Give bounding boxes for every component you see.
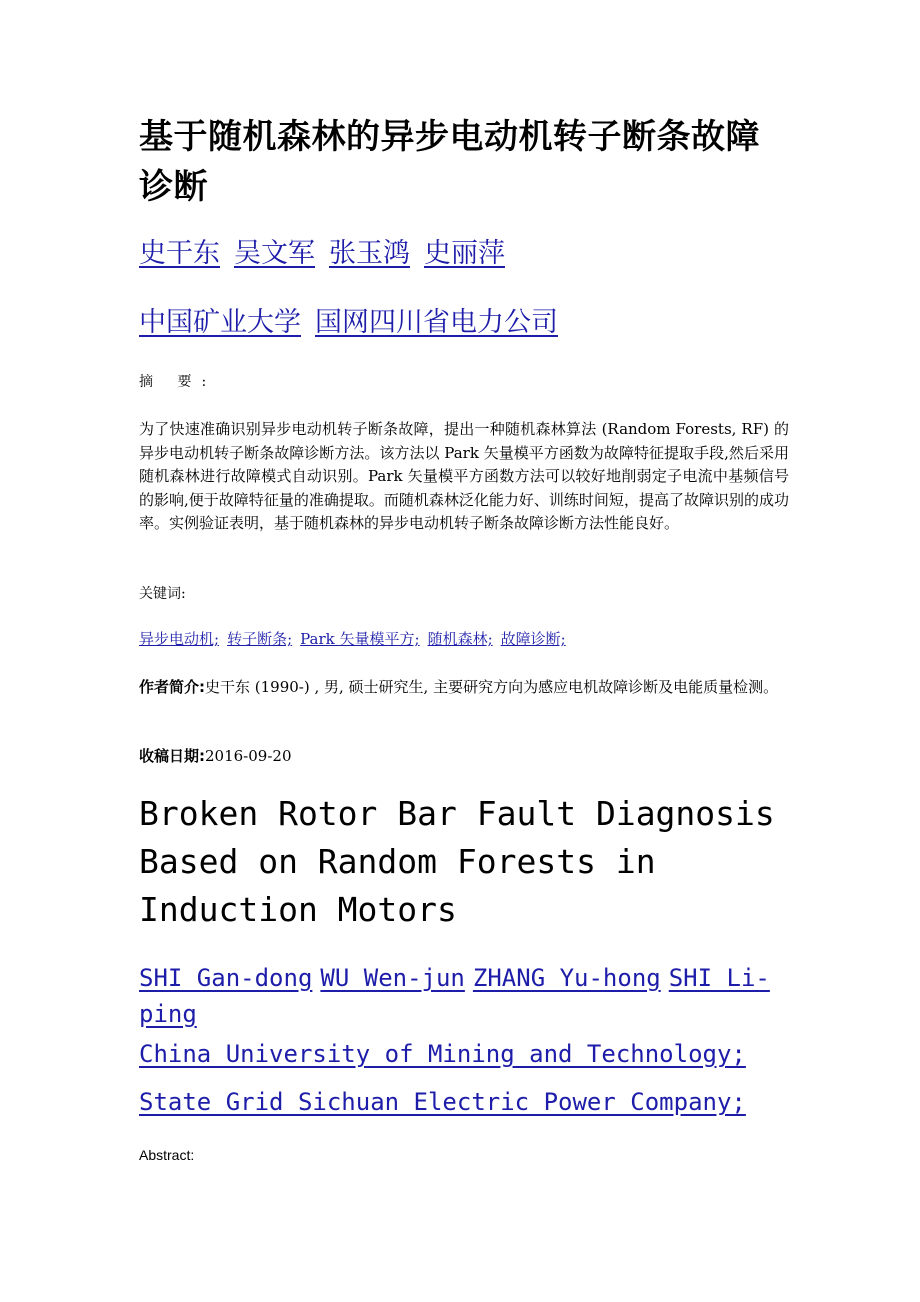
author-link-cn[interactable]: 史干东 (139, 238, 220, 269)
affiliations-chinese (139, 305, 572, 341)
author-link-cn[interactable]: 史丽萍 (424, 238, 505, 269)
author-link-cn[interactable]: 吴文军 (234, 238, 315, 269)
affiliation-link-cn[interactable]: 中国矿业大学 (139, 307, 301, 338)
author-link-en[interactable]: SHI Li-ping (139, 964, 770, 1028)
authors-english (139, 960, 799, 1032)
keyword-link[interactable]: 随机森林; (427, 630, 493, 648)
keyword-link[interactable]: 异步电动机; (139, 630, 220, 648)
keywords-list (139, 628, 574, 650)
received-date: 2016-09-20 (205, 747, 292, 765)
bio-text: 史干东 (1990-) , 男, 硕士研究生, 主要研究方向为感应电机故障诊断及电能质量检测。 (205, 678, 779, 696)
bio-label: 作者简介: (139, 678, 205, 696)
authors-chinese (139, 236, 519, 272)
title-english: Broken Rotor Bar Fault Diagnosis Based on Random Forests in Induction Motors (139, 794, 775, 929)
received-date-line (139, 745, 291, 767)
author-link-cn[interactable]: 张玉鸿 (329, 238, 410, 269)
affiliation-link-cn[interactable]: 国网四川省电力公司 (315, 307, 558, 338)
keyword-link[interactable]: 转子断条; (227, 630, 293, 648)
author-bio (139, 676, 789, 699)
keyword-link[interactable]: 故障诊断; (500, 630, 566, 648)
title-chinese: 基于随机森林的异步电动机转子断条故障诊断 (139, 117, 760, 207)
affiliations-english (139, 1030, 799, 1126)
affiliation-link-en[interactable]: China University of Mining and Technology; State Grid Sichuan Electric Power Company; (139, 1040, 746, 1116)
abstract-label-cn: 摘 要: (139, 374, 217, 390)
keyword-link[interactable]: Park 矢量模平方; (300, 630, 420, 648)
received-label: 收稿日期: (139, 747, 205, 765)
author-link-en[interactable]: ZHANG Yu-hong (472, 964, 661, 992)
author-link-en[interactable]: WU Wen-jun (320, 964, 465, 992)
author-link-en[interactable]: SHI Gan-dong (139, 964, 313, 992)
keywords-label-cn: 关键词: (139, 586, 186, 602)
abstract-label-en: Abstract: (139, 1147, 195, 1163)
abstract-chinese: 为了快速准确识别异步电动机转子断条故障，提出一种随机森林算法 (Random Forests, RF) 的异步电动机转子断条故障诊断方法。该方法以 Park 矢量模平方函数为故障特征提取手段,然后采用随机森林进行故障模式自动识别。Park 矢量模平方函数方法可以较好地削弱定子电流中基频信号的影响,便于故障特征量的准确提取。而随机森林泛化能力好、训练时间短，提高了故障识别的成功率。实例验证表明，基于随机森林的异步电动机转子断条故障诊断方法性能良好。 (139, 420, 789, 532)
